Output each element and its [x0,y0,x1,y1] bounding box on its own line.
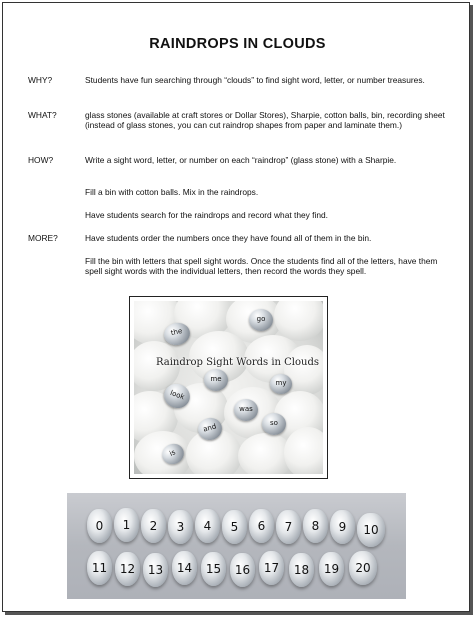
number-stone: 1 [114,508,139,542]
word-stone: so [262,413,286,435]
number-stone: 10 [357,513,385,547]
section-label: WHAT? [28,110,57,120]
number-stone: 7 [276,510,301,544]
word-stone: my [270,374,292,394]
number-stones-photo [67,493,406,599]
word-stone: go [249,309,273,331]
page-title: RAINDROPS IN CLOUDS [149,36,326,52]
number-stone: 9 [330,510,355,544]
number-stone: 5 [222,510,247,544]
word-stone: the [162,321,192,348]
sight-words-photo [129,296,328,479]
section-text: Have students search for the raindrops and record what they find. [85,210,329,220]
section-text: Fill the bin with letters that spell sight words. Once the students find all of the letters, have them spell sight words with the individual letters, then record the words they spell. [85,256,438,277]
number-stone: 20 [349,551,377,585]
word-stone: was [234,399,258,421]
number-stone: 17 [259,551,284,585]
section-label: MORE? [28,233,58,243]
section-text: Write a sight word, letter, or number on each “raindrop” (glass stone) with a Sharpie. [85,155,397,165]
number-stone: 15 [201,552,226,586]
number-stone: 12 [115,552,140,586]
number-stone: 14 [172,551,197,585]
number-stone: 3 [168,510,193,544]
number-stone: 13 [143,553,168,587]
number-stone: 19 [319,552,344,586]
section-text: Have students order the numbers once they have found all of them in the bin. [85,233,372,243]
number-stone: 2 [141,509,166,543]
section-text: Fill a bin with cotton balls. Mix in the raindrops. [85,187,259,197]
photo-image [134,301,323,474]
word-stone: look [161,380,194,411]
number-stone: 0 [87,509,112,543]
section-label: HOW? [28,155,54,165]
section-text: glass stones (available at craft stores or Dollar Stores), Sharpie, cotton balls, bin, recording sheet (instead of glass stones, you can cut raindrop shapes from paper and laminate them.) [85,110,445,131]
number-stone: 4 [195,509,220,543]
word-stone: is [159,440,187,467]
section-text: Students have fun searching through “clouds” to find sight word, letter, or number treasures. [85,75,425,85]
number-stone: 11 [87,551,112,585]
number-stone: 8 [303,509,328,543]
word-stone: me [204,369,228,391]
number-stone: 6 [249,509,274,543]
section-label: WHY? [28,75,53,85]
word-stone: and [196,415,225,442]
number-stone: 18 [289,553,314,587]
photo-caption: Raindrop Sight Words in Clouds [156,357,320,368]
number-stone: 16 [230,553,255,587]
